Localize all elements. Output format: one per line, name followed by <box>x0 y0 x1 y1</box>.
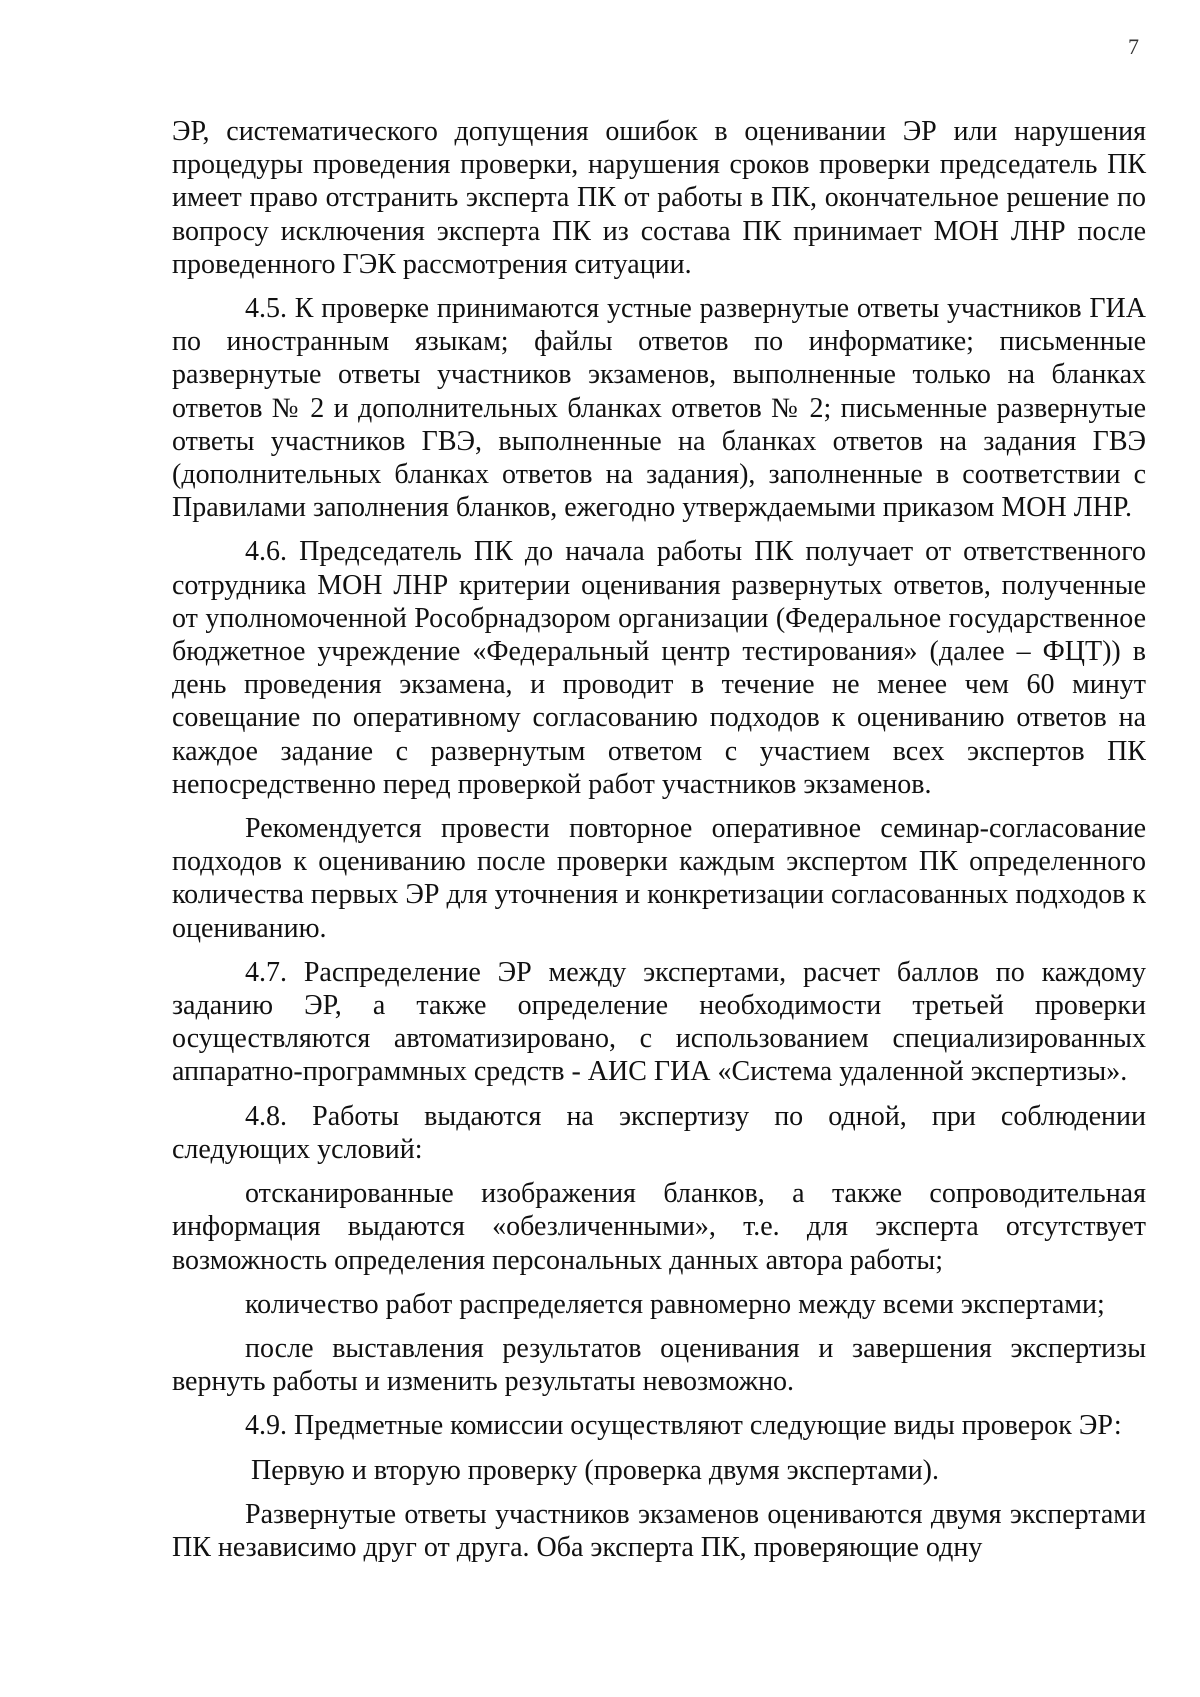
paragraph-4-8: 4.8. Работы выдаются на экспертизу по одной, при соблюдении следующих условий: <box>172 1100 1146 1165</box>
paragraph-condition-3: после выставления результатов оценивания и завершения экспертизы вернуть работы и изменить результаты невозможно. <box>172 1332 1146 1398</box>
paragraph-condition-2: количество работ распределяется равномерно между всеми экспертами; <box>245 1288 1105 1320</box>
paragraph-condition-1: отсканированные изображения бланков, а также сопроводительная информация выдаются «обезличенными», т.е. для эксперта отсутствует возможность определения персональных данных автора работы; <box>172 1178 1146 1276</box>
paragraph-recommendation: Рекомендуется провести повторное оперативное семинар-согласование подходов к оцениванию после проверки каждым экспертом ПК определенного количества первых ЭР для уточнения и конкретизации согласованных подходов к оцениванию. <box>172 813 1146 944</box>
paragraph-4-7: 4.7. Распределение ЭР между экспертами, расчет баллов по каждому заданию ЭР, а также определение необходимости третьей проверки осуществляются автоматизировано, с использованием специализированных аппаратно-программных средств - АИС ГИА «Система удаленной экспертизы». <box>172 956 1146 1088</box>
paragraph-two-experts: Развернутые ответы участников экзаменов оцениваются двумя экспертами ПК независимо друг от друга. Оба эксперта ПК, проверяющие одну <box>172 1498 1146 1563</box>
paragraph-first-second-check: Первую и вторую проверку (проверка двумя экспертами). <box>251 1454 939 1486</box>
paragraph-4-6: 4.6. Председатель ПК до начала работы ПК получает от ответственного сотрудника МОН ЛНР критерии оценивания развернутых ответов, полученные от уполномоченной Рособрнадзором организации (Федеральное государственное бюджетное учреждение «Федеральный центр тестирования» (далее – ФЦТ)) в день проведения экзамена, и проводит в течение не менее чем 60 минут совещание по оперативному согласованию подходов к оцениванию ответов на каждое задание с развернутым ответом с участием всех экспертов ПК непосредственно перед проверкой работ участников экзаменов. <box>172 536 1146 800</box>
paragraph-4-9: 4.9. Предметные комиссии осуществляют следующие виды проверок ЭР: <box>245 1410 1122 1442</box>
document-body <box>172 115 1146 1575</box>
paragraph-4-5: 4.5. К проверке принимаются устные развернутые ответы участников ГИА по иностранным языкам; файлы ответов по информатике; письменные развернутые ответы участников экзаменов, выполненные только на бланках ответов № 2 и дополнительных бланках ответов № 2; письменные развернутые ответы участников ГВЭ, выполненные на бланках ответов на задания ГВЭ (дополнительных бланках ответов на задания), заполненные в соответствии с Правилами заполнения бланков, ежегодно утверждаемыми приказом МОН ЛНР. <box>172 293 1146 524</box>
page-number: 7 <box>1128 34 1139 59</box>
paragraph-continuation: ЭР, систематического допущения ошибок в оценивании ЭР или нарушения процедуры проведения проверки, нарушения сроков проверки председатель ПК имеет право отстранить эксперта ПК от работы в ПК, окончательное решение по вопросу исключения эксперта ПК из состава ПК принимает МОН ЛНР после проведенного ГЭК рассмотрения ситуации. <box>172 116 1146 280</box>
